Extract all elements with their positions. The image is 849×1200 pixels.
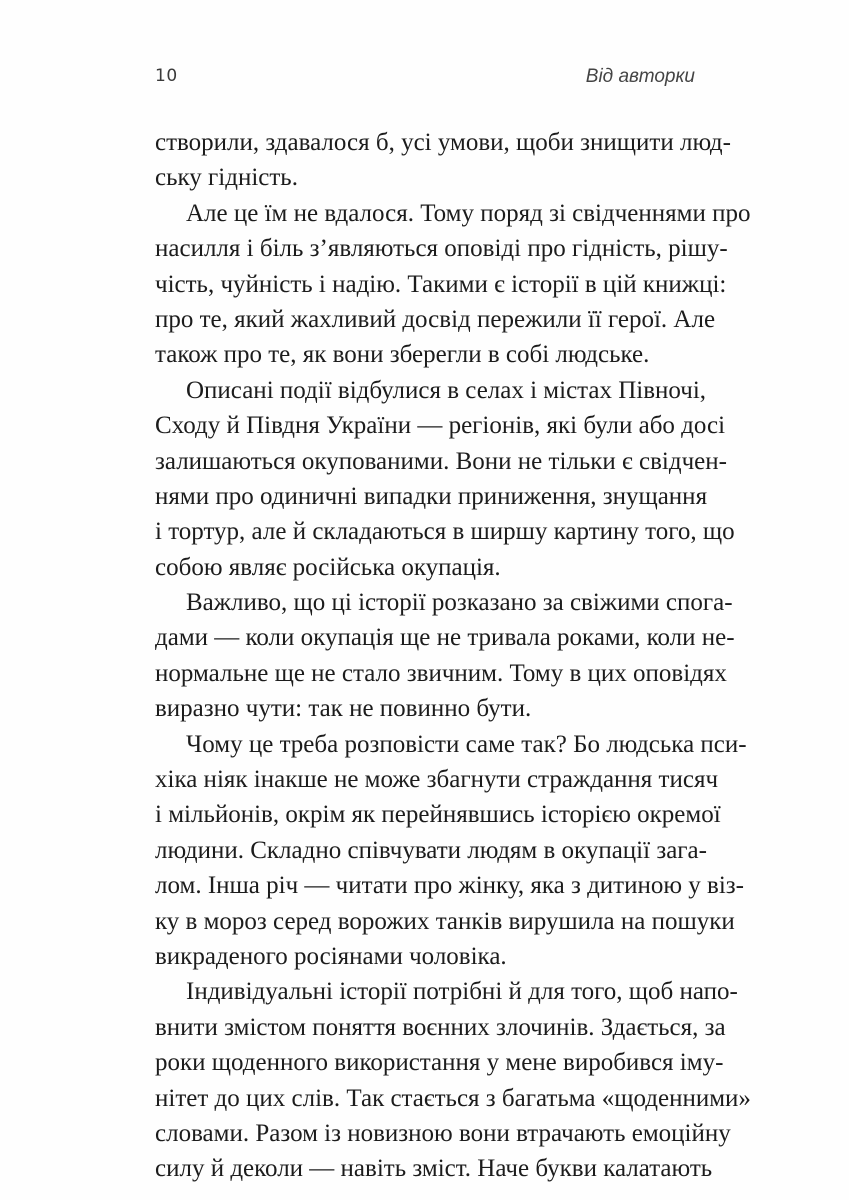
text-line: Чому це треба розповісти саме так? Бо людська пси-: [186, 730, 747, 758]
section-title: Від авторки: [585, 66, 695, 87]
text-line: ську гідність.: [155, 164, 298, 192]
text-line: нормальне ще не стало звичним. Тому в цих оповідях: [155, 659, 727, 687]
text-line: людини. Складно співчувати людям в окупації зага-: [155, 836, 707, 864]
text-line: словами. Разом із новизною вони втрачають емоційну: [155, 1119, 731, 1147]
text-line: лом. Інша річ — читати про жінку, яка з дитиною у віз-: [155, 872, 744, 900]
text-line: і мільйонів, окрім як перейнявшись історією окремої: [155, 801, 721, 829]
text-line: роки щоденного використання у мене виробився іму-: [155, 1049, 724, 1077]
text-line: Описані події відбулися в селах і містах Півночі,: [186, 376, 707, 404]
text-line: також про те, як вони зберегли в собі людське.: [155, 341, 650, 369]
text-line: хіка ніяк інакше не може збагнути страждання тисяч: [155, 766, 719, 794]
text-line: нітет до цих слів. Так стається з багатьма «щоденними»: [155, 1084, 751, 1112]
text-line: Сходу й Півдня України — регіонів, які були або досі: [155, 412, 726, 440]
paragraph: [155, 727, 747, 975]
text-line: створили, здавалося б, усі умови, щоби знищити люд-: [155, 129, 731, 156]
paragraph: [155, 974, 751, 1186]
body-text: [155, 125, 751, 1187]
text-line: ку в мороз серед ворожих танків вирушила на пошуки: [155, 907, 735, 935]
text-line: Індивідуальні історії потрібні й для того, щоб напо-: [186, 978, 738, 1006]
text-line: викраденого росіянами чоловіка.: [155, 942, 507, 970]
paragraph: [155, 125, 731, 196]
paragraph: [155, 373, 735, 585]
text-line: внити змістом поняття воєнних злочинів. Здається, за: [155, 1013, 726, 1041]
text-line: дами — коли окупація ще не тривала роками, коли не-: [155, 624, 735, 652]
text-line: Важливо, що ці історії розказано за свіжими спога-: [186, 589, 733, 617]
paragraph: [155, 585, 735, 727]
text-line: нями про одиничні випадки приниження, знущання: [155, 482, 708, 510]
text-line: і тортур, але й складаються в ширшу картину того, що: [155, 518, 735, 546]
text-line: силу й деколи — навіть зміст. Наче букви калатають: [155, 1155, 713, 1183]
text-line: насилля і біль з’являються оповіді про гідність, рішу-: [155, 235, 728, 263]
text-line: про те, який жахливий досвід пережили її герої. Але: [155, 305, 716, 333]
text-line: собою являє російська окупація.: [155, 553, 501, 581]
text-line: виразно чути: так не повинно бути.: [155, 695, 532, 723]
text-line: Але це їм не вдалося. Тому поряд зі свідченнями про: [186, 199, 751, 227]
running-head: [155, 66, 695, 96]
text-line: чість, чуйність і надію. Такими є історії в цій книжці:: [155, 270, 727, 298]
text-line: залишаються окупованими. Вони не тільки є свідчен-: [155, 447, 727, 475]
page-number: 10: [155, 66, 178, 86]
paragraph: [155, 196, 751, 373]
